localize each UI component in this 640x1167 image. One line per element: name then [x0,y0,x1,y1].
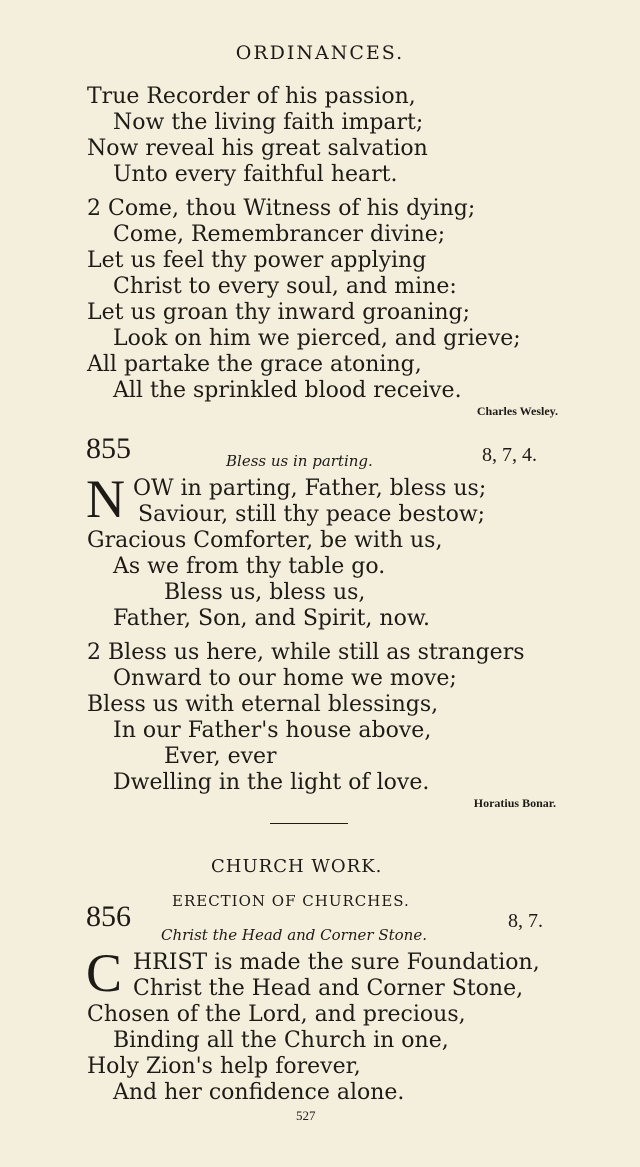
drop-cap: N [86,469,125,529]
verse-line: Father, Son, and Spirit, now. [113,606,431,631]
section-heading: CHURCH WORK. [211,856,383,877]
verse-line: All partake the grace atoning, [87,352,422,377]
verse-line: Come, Remembrancer divine; [113,222,446,247]
drop-cap: C [86,943,123,1003]
page-number: 527 [296,1108,316,1123]
verse-line: Bless us with eternal blessings, [87,692,439,717]
verse-line: 2 Come, thou Witness of his dying; [87,196,476,221]
author-credit: Horatius Bonar. [473,796,556,810]
verse-line: Onward to our home we move; [113,666,457,691]
running-header: ORDINANCES. [235,42,405,64]
verse-line: OW in parting, Father, bless us; [133,476,487,501]
verse-line: Christ to every soul, and mine: [113,274,457,299]
verse-line: Unto every faithful heart. [113,162,398,187]
verse-line: Now reveal his great salvation [87,136,428,161]
verse-line: Let us groan thy inward groaning; [87,300,471,325]
verse-line: Chosen of the Lord, and precious, [87,1002,466,1027]
verse-line: Ever, ever [164,744,277,769]
verse-line: Bless us, bless us, [164,580,366,605]
verse-line: 2 Bless us here, while still as strangers [87,640,525,665]
verse-line: Saviour, still thy peace bestow; [138,502,486,527]
meter: 8, 7. [508,910,543,932]
subsection-heading: ERECTION OF CHURCHES. [172,892,410,910]
section-divider [270,823,348,824]
author-credit: Charles Wesley. [476,404,558,418]
verse-line: Dwelling in the light of love. [113,770,430,795]
verse-line: All the sprinkled blood receive. [113,378,462,403]
verse-line: As we from thy table go. [113,554,386,579]
verse-line: Binding all the Church in one, [113,1028,449,1053]
verse-line: Christ the Head and Corner Stone, [133,976,524,1001]
hymn-number: 855 [86,432,131,465]
tune-title: Bless us in parting. [226,452,373,470]
verse-line: In our Father's house above, [113,718,432,743]
tune-title: Christ the Head and Corner Stone. [161,926,427,944]
verse-line: And her confidence alone. [113,1080,405,1105]
verse-line: Look on him we pierced, and grieve; [113,326,521,351]
verse-line: HRIST is made the sure Foundation, [133,950,540,975]
verse-line: Gracious Comforter, be with us, [87,528,443,553]
verse-line: Now the living faith impart; [113,110,424,135]
verse-line: True Recorder of his passion, [87,84,416,109]
verse-line: Let us feel thy power applying [87,248,427,273]
hymn-number: 856 [86,900,131,933]
meter: 8, 7, 4. [482,444,537,466]
verse-line: Holy Zion's help forever, [87,1054,361,1079]
